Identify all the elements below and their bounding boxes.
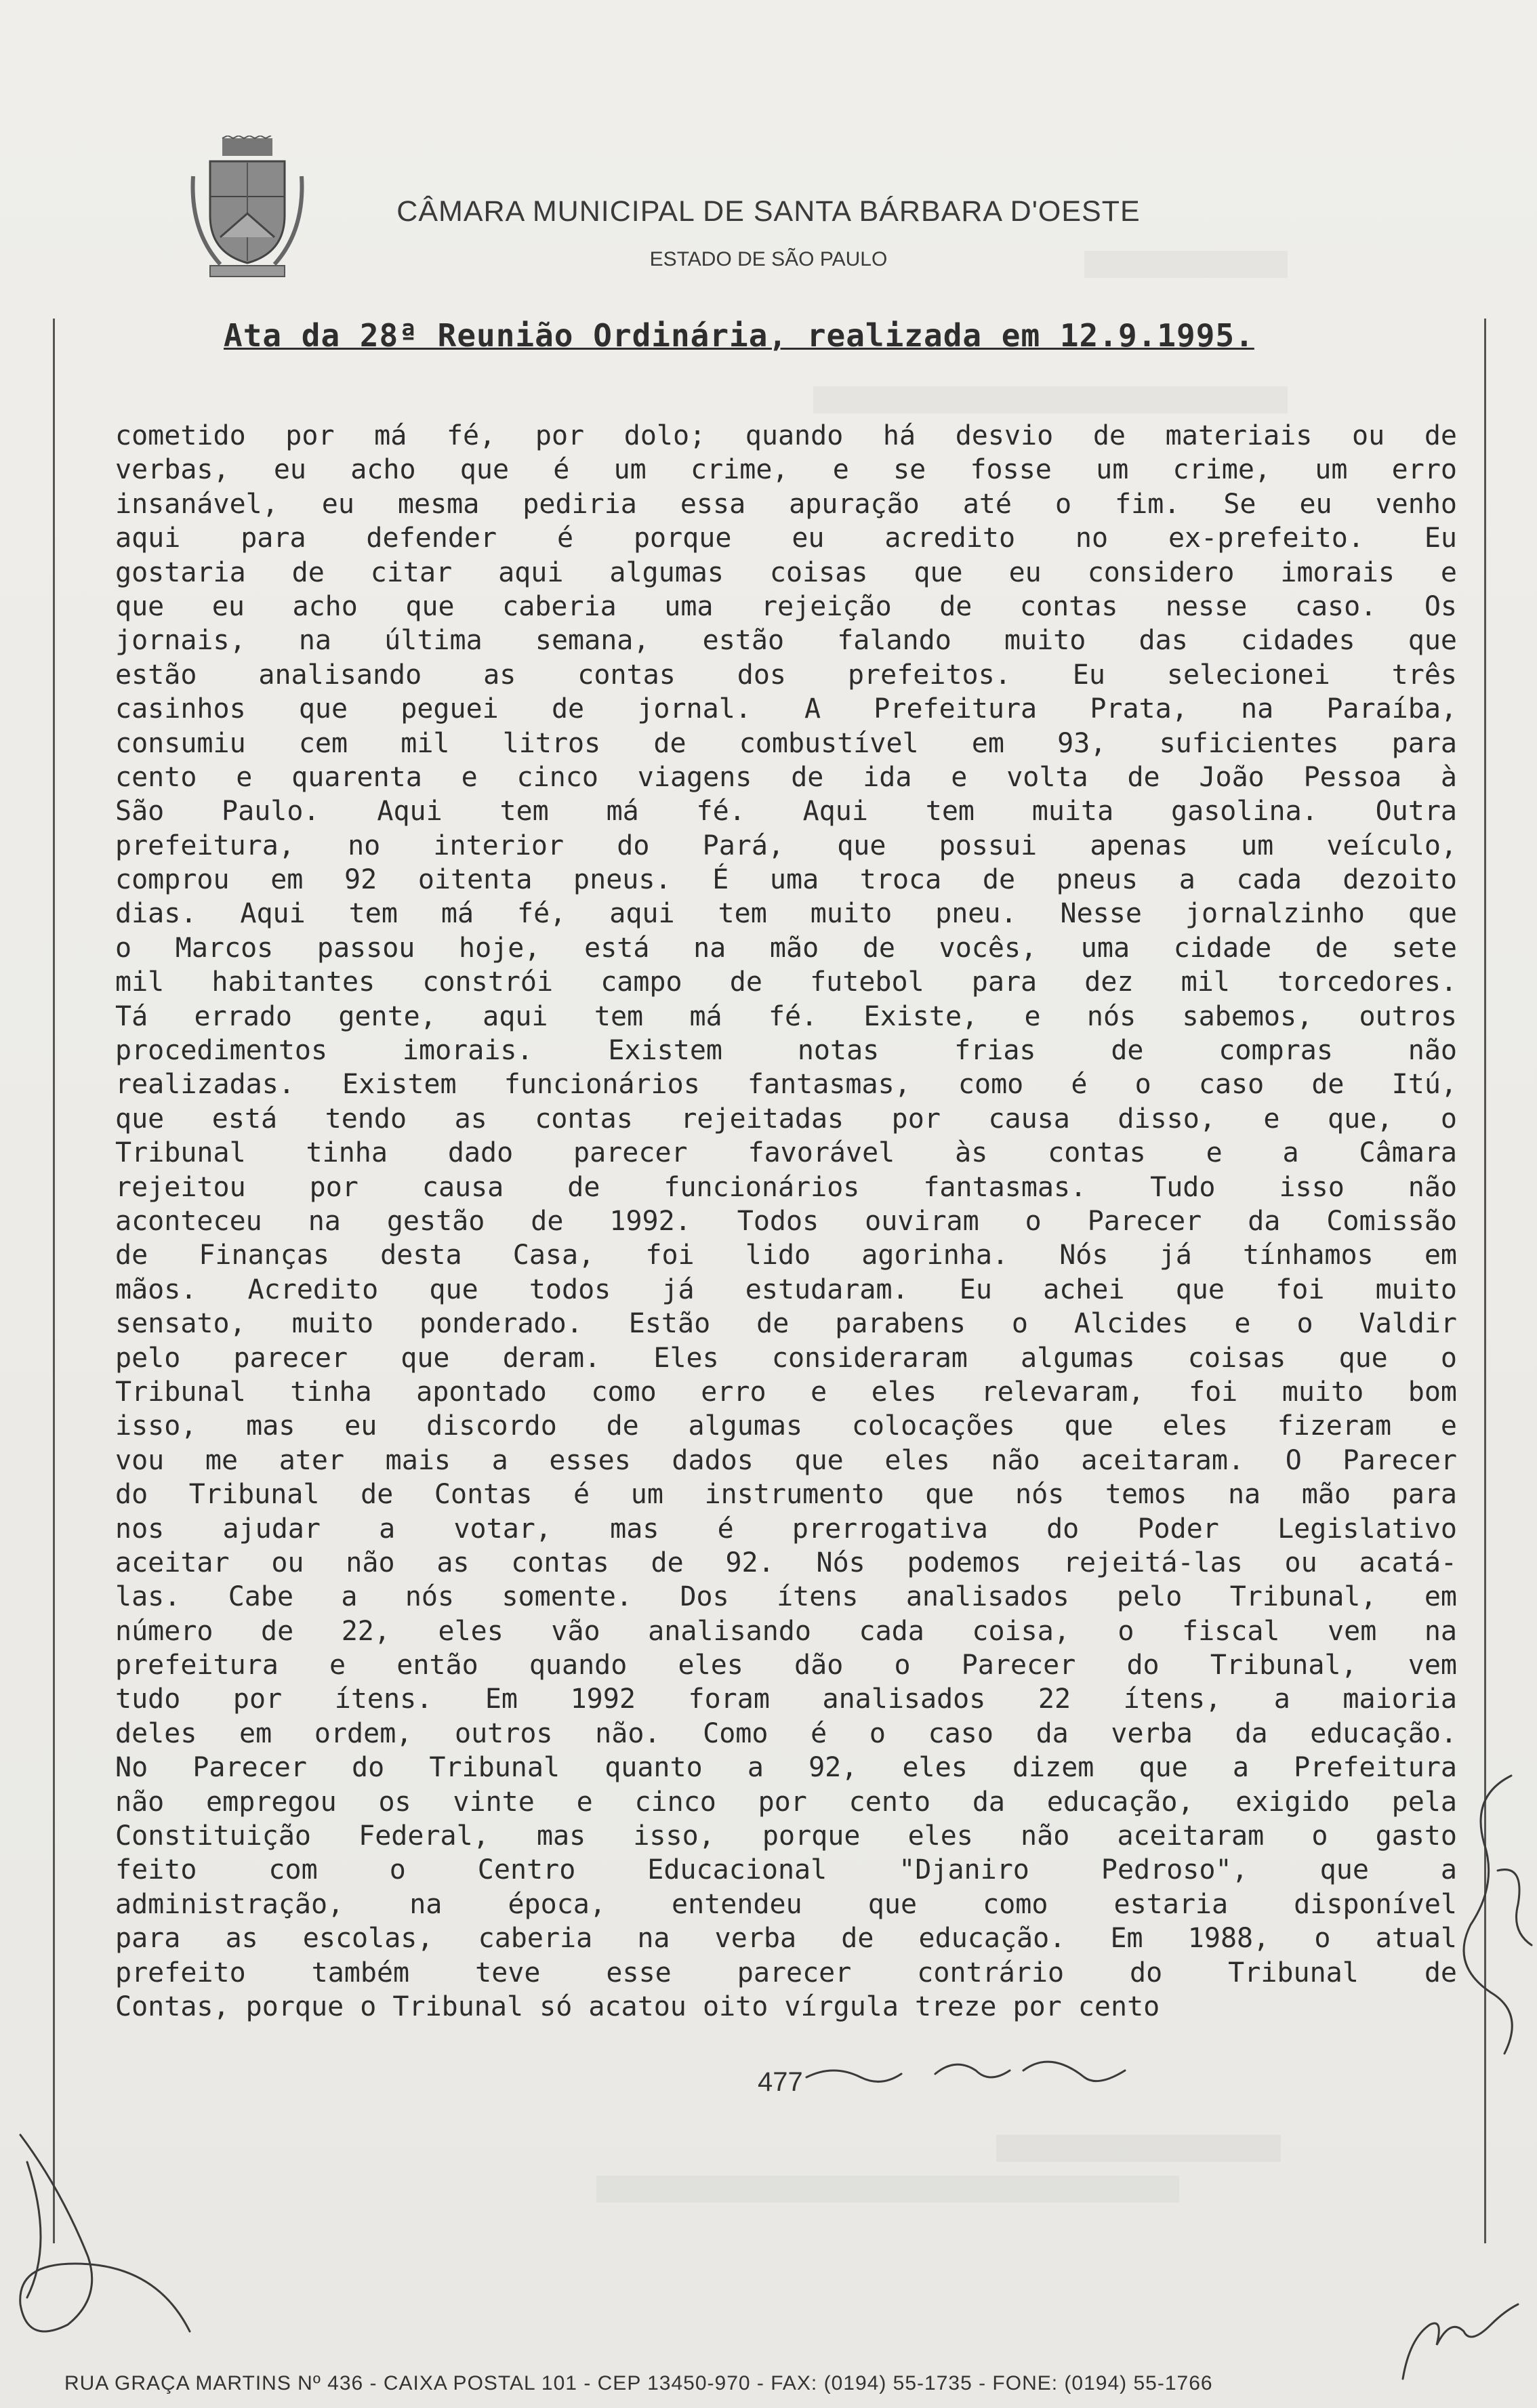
text-line: Constituição Federal, mas isso, porque eles não aceitaram o gasto (115, 1820, 1457, 1852)
text-line: não empregou os vinte e cinco por cento da educação, exigido pela (115, 1786, 1457, 1818)
text-line: Tribunal tinha apontado como erro e eles relevaram, foi muito bom (115, 1376, 1457, 1408)
text-line: Contas, porque o Tribunal só acatou oito vírgula treze por cento (115, 1991, 1160, 2022)
text-line: mãos. Acredito que todos já estudaram. Eu achei que foi muito (115, 1273, 1457, 1305)
institution-header: CÂMARA MUNICIPAL DE SANTA BÁRBARA D'OESTE (396, 195, 1141, 228)
text-line: las. Cabe a nós somente. Dos ítens analisados pelo Tribunal, em (115, 1581, 1457, 1613)
text-line: deles em ordem, outros não. Como é o caso da verba da educação. (115, 1717, 1457, 1749)
text-line: realizadas. Existem funcionários fantasmas, como é o caso de Itú, (115, 1069, 1457, 1101)
text-line: número de 22, eles vão analisando cada coisa, o fiscal vem na (115, 1615, 1457, 1647)
text-line: dias. Aqui tem má fé, aqui tem muito pneu. Nesse jornalzinho que (115, 898, 1457, 930)
text-line: feito com o Centro Educacional "Djaniro Pedroso", que a (115, 1854, 1457, 1886)
signature-icon (800, 2047, 1152, 2108)
text-line: aqui para defender é porque eu acredito no ex-prefeito. Eu (115, 523, 1457, 554)
text-line: Tribunal tinha dado parecer favorável às contas e a Câmara (115, 1137, 1457, 1169)
left-margin-rule (53, 319, 55, 2243)
text-line: administração, na época, entendeu que como estaria disponível (115, 1888, 1457, 1920)
text-line: rejeitou por causa de funcionários fantasmas. Tudo isso não (115, 1171, 1457, 1203)
text-line: cometido por má fé, por dolo; quando há desvio de materiais ou de (115, 420, 1457, 451)
document-title: Ata da 28ª Reunião Ordinária, realizada em 12.9.1995. (224, 317, 1254, 354)
bleed-through-decoration (996, 2135, 1281, 2162)
text-line: aceitar ou não as contas de 92. Nós podemos rejeitá-las ou acatá- (115, 1547, 1457, 1578)
text-line: nos ajudar a votar, mas é prerrogativa do Poder Legislativo (115, 1513, 1457, 1545)
text-line: o Marcos passou hoje, está na mão de vocês, uma cidade de sete (115, 932, 1457, 964)
text-line: comprou em 92 oitenta pneus. É uma troca de pneus a cada dezoito (115, 864, 1457, 896)
text-line: No Parecer do Tribunal quanto a 92, eles dizem que a Prefeitura (115, 1752, 1457, 1784)
text-line: prefeitura e então quando eles dão o Parecer do Tribunal, vem (115, 1650, 1457, 1681)
text-line: tudo por ítens. Em 1992 foram analisados 22 ítens, a maioria (115, 1683, 1457, 1715)
text-line: casinhos que peguei de jornal. A Prefeitura Prata, na Paraíba, (115, 693, 1457, 725)
text-line: insanável, eu mesma pediria essa apuração até o fim. Se eu venho (115, 488, 1457, 520)
document-body (115, 419, 1457, 2024)
text-line: verbas, eu acho que é um crime, e se fosse um crime, um erro (115, 454, 1457, 486)
text-line: vou me ater mais a esses dados que eles não aceitaram. O Parecer (115, 1444, 1457, 1476)
text-line: jornais, na última semana, estão falando muito das cidades que (115, 625, 1457, 657)
footer-address: RUA GRAÇA MARTINS Nº 436 - CAIXA POSTAL 101 - CEP 13450-970 - FAX: (0194) 55-1735 - FONE: (0194) 55-1766 (64, 2372, 1213, 2394)
text-line: que está tendo as contas rejeitadas por causa disso, e que, o (115, 1103, 1457, 1135)
text-line: consumiu cem mil litros de combustível em 93, suficientes para (115, 727, 1457, 759)
text-line: que eu acho que caberia uma rejeição de contas nesse caso. Os (115, 590, 1457, 622)
text-line: São Paulo. Aqui tem má fé. Aqui tem muita gasolina. Outra (115, 796, 1457, 828)
bleed-through-decoration (596, 2176, 1179, 2203)
text-line: Tá errado gente, aqui tem má fé. Existe, e nós sabemos, outros (115, 1000, 1457, 1032)
text-line: isso, mas eu discordo de algumas colocações que eles fizeram e (115, 1410, 1457, 1442)
text-line: estão analisando as contas dos prefeitos. Eu selecionei três (115, 659, 1457, 691)
text-line: mil habitantes constrói campo de futebol para dez mil torcedores. (115, 966, 1457, 998)
left-signature-icon (7, 2121, 197, 2352)
text-line: pelo parecer que deram. Eles consideraram algumas coisas que o (115, 1342, 1457, 1374)
text-line: de Finanças desta Casa, foi lido agorinha. Nós já tínhamos em (115, 1240, 1457, 1271)
bleed-through-decoration (813, 386, 1288, 413)
state-subheader: ESTADO DE SÃO PAULO (649, 248, 888, 270)
right-signature-icon (1457, 1762, 1537, 2074)
text-line: procedimentos imorais. Existem notas frias de compras não (115, 1035, 1457, 1067)
text-line: sensato, muito ponderado. Estão de parabens o Alcides e o Valdir (115, 1308, 1457, 1340)
text-line: prefeitura, no interior do Pará, que possui apenas um veículo, (115, 830, 1457, 861)
text-line: cento e quarenta e cinco viagens de ida e volta de João Pessoa à (115, 761, 1457, 793)
text-line: prefeito também teve esse parecer contrário do Tribunal de (115, 1957, 1457, 1988)
text-line: do Tribunal de Contas é um instrumento que nós temos na mão para (115, 1479, 1457, 1511)
text-line: gostaria de citar aqui algumas coisas que eu considero imorais e (115, 556, 1457, 588)
page-number: 477 (758, 2067, 803, 2097)
text-line: aconteceu na gestão de 1992. Todos ouviram o Parecer da Comissão (115, 1205, 1457, 1237)
text-line: para as escolas, caberia na verba de educação. Em 1988, o atual (115, 1923, 1457, 1955)
